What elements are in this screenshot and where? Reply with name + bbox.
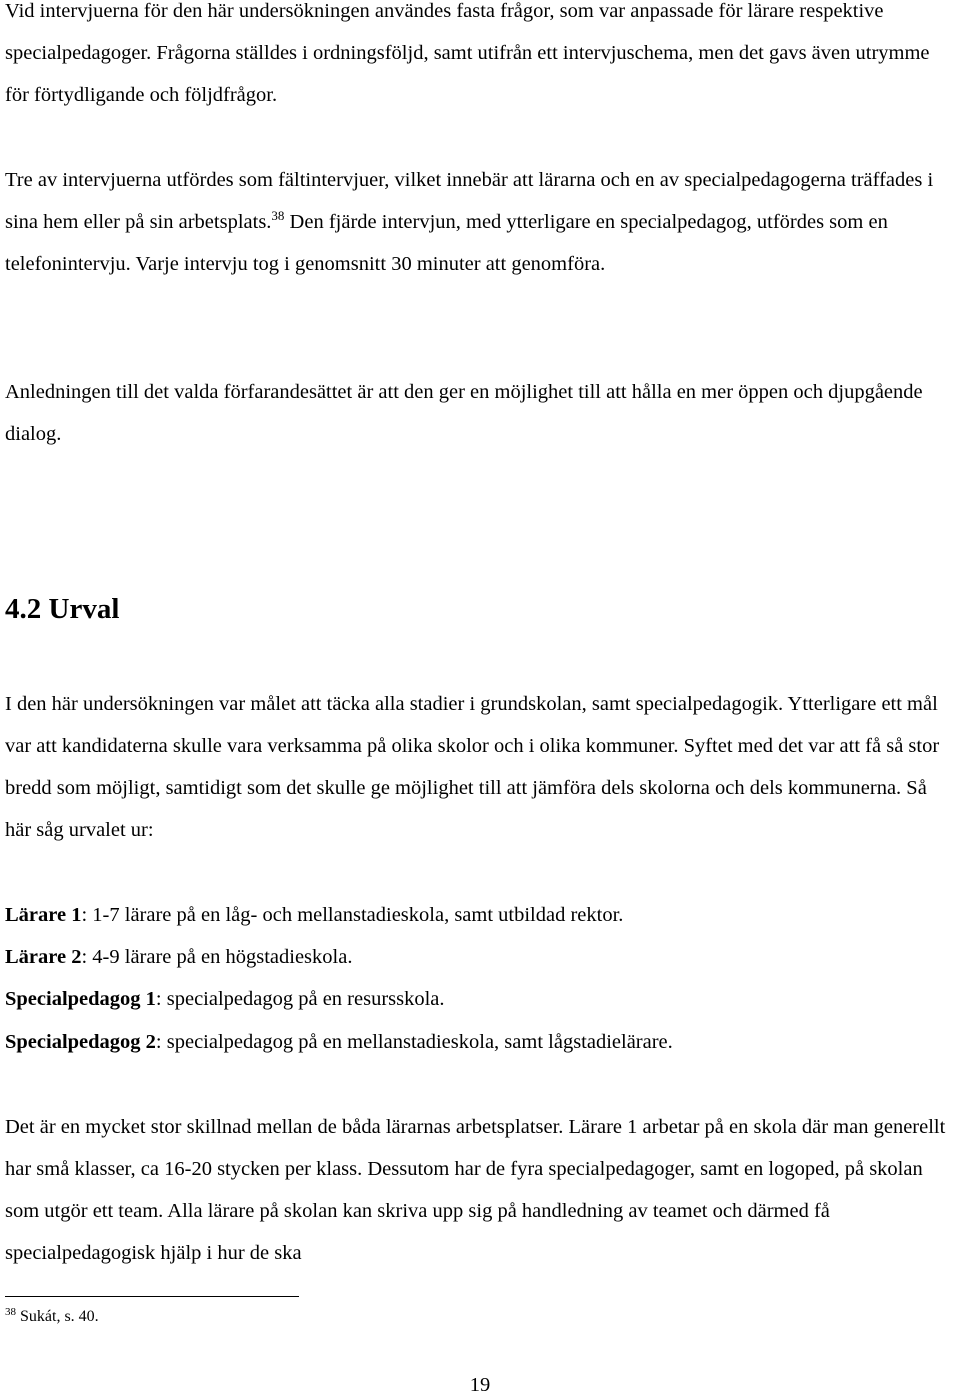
paragraph-field-interviews (5, 159, 957, 285)
selection-list-item (5, 936, 352, 978)
footnote (5, 1305, 99, 1329)
paragraph-workplace-differences: Det är en mycket stor skillnad mellan de båda lärarnas arbetsplatser. Lärare 1 arbetar på en skola där man generellt har små klasser, ca 16-20 stycken per klass. Dessutom har de fyra specialpedagoger, samt en logoped, på skolan som utgör ett team. Alla lärare på skolan kan skriva upp sig på handledning av teamet och därmed få specialpedagogisk hjälp i hur de ska (5, 1116, 946, 1264)
selection-list-text: : 1-7 lärare på en låg- och mellanstadieskola, samt utbildad rektor. (81, 904, 624, 926)
selection-list-text: : specialpedagog på en mellanstadieskola, samt lågstadielärare. (155, 1031, 673, 1053)
selection-list-label: Lärare 2 (5, 946, 82, 968)
page-number: 19 (469, 1374, 491, 1396)
footnote-text: Sukát, s. 40. (16, 1308, 99, 1325)
selection-list-text: : specialpedagog på en resursskola. (155, 988, 445, 1010)
selection-list-item (5, 1021, 673, 1063)
section-heading: 4.2 Urval (5, 593, 120, 625)
paragraph-field-interviews-part1: Tre av intervjuerna utfördes som fältintervjuer, vilket innebär att lärarna och en av specialpedagogerna träffades i sina hem eller på sin arbetsplats. (5, 169, 934, 233)
footnote-number: 38 (5, 1306, 16, 1318)
selection-list-label: Specialpedagog 1 (5, 988, 156, 1010)
selection-list-label: Lärare 1 (5, 904, 82, 926)
paragraph-field-interviews-part2: Den fjärde intervjun, med ytterligare en specialpedagog, utfördes som en telefonintervju. Varje intervju tog i genomsnitt 30 minuter att genomföra. (5, 211, 888, 275)
footnote-reference[interactable]: 38 (271, 208, 285, 223)
paragraph-method-rationale: Anledningen till det valda förfarandesättet är att den ger en möjlighet till att hålla en mer öppen och djupgående dialog. (5, 381, 923, 445)
selection-list-text: : 4-9 lärare på en högstadieskola. (81, 946, 353, 968)
paragraph-selection-goal: I den här undersökningen var målet att täcka alla stadier i grundskolan, samt specialpedagogik. Ytterligare ett mål var att kandidaterna skulle vara verksamma på olika skolor och i olika kommuner. Syftet med det var att få så stor bredd som möjligt, samtidigt som det skulle ge möjlighet till att jämföra dels skolorna och dels kommunerna. Så här såg urvalet ur: (5, 693, 940, 841)
selection-list-label: Specialpedagog 2 (5, 1031, 156, 1053)
selection-list-item (5, 894, 623, 936)
paragraph-interview-method: Vid intervjuerna för den här undersökningen användes fasta frågor, som var anpassade för lärare respektive specialpedagoger. Frågorna ställdes i ordningsföljd, samt utifrån ett intervjuschema, men det gavs även utrymme för förtydligande och följdfrågor. (5, 0, 930, 106)
selection-list-item (5, 978, 445, 1020)
footnote-separator (5, 1296, 299, 1297)
